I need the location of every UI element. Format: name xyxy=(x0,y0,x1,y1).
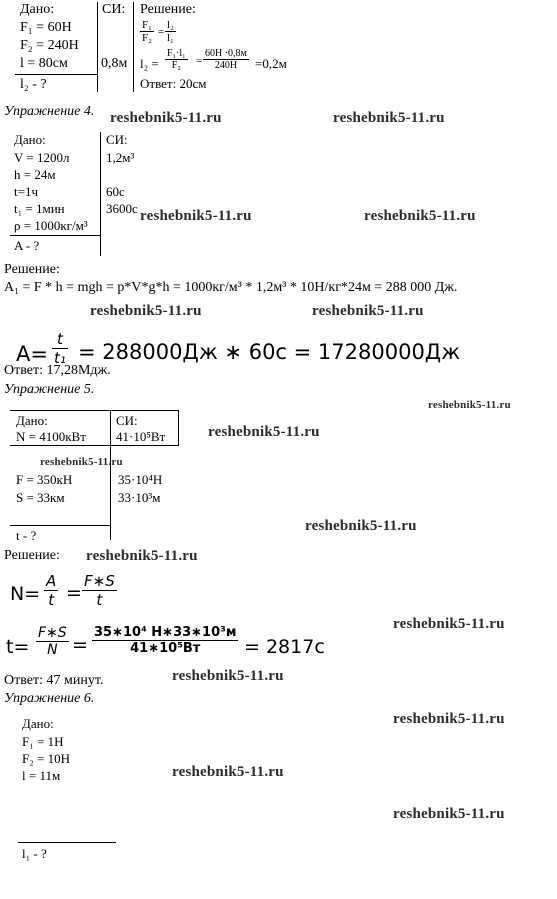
ex4-time: t=1ч xyxy=(14,184,38,199)
watermark: reshebnik5-11.ru xyxy=(172,764,284,780)
ex4-find: A - ? xyxy=(14,238,40,253)
ex5-t-den2: 41∗10⁵Вт xyxy=(130,641,201,656)
ex3-solution-label: Решение: xyxy=(140,2,196,17)
watermark: reshebnik5-11.ru xyxy=(110,110,222,126)
ex5-si-label: СИ: xyxy=(116,413,138,428)
ex6-f1: F₁ = 1Н xyxy=(22,734,64,749)
ex3-dano-label: Дано: xyxy=(20,2,55,17)
ex4-solution-label: Решение: xyxy=(4,262,60,277)
ex4-formula-num: t xyxy=(52,330,68,349)
ex4-find-rule xyxy=(10,235,100,236)
ex3-eq-sign: = xyxy=(158,26,165,38)
ex3-ratio-left-num: F₁ xyxy=(142,19,152,31)
watermark: reshebnik5-11.ru xyxy=(86,548,198,564)
ex3-result: =0,2м xyxy=(255,56,287,71)
watermark: reshebnik5-11.ru xyxy=(172,668,284,684)
ex4-time1: t₁ = 1мин xyxy=(14,201,65,216)
ex5-force: F = 350кН xyxy=(16,472,73,487)
ex3-l2-label: l₂ = xyxy=(140,56,159,71)
ex5-t-fraction-1 xyxy=(36,625,69,658)
ex6-heading: Упражнение 6. xyxy=(4,691,95,706)
ex5-solution-label: Решение: xyxy=(4,548,60,563)
ex3-l2-numeric-num: 60Н ·0,8м xyxy=(205,48,247,59)
ex5-t-label: t= xyxy=(6,636,30,658)
ex4-height: h = 24м xyxy=(14,167,56,182)
ex5-answer: Ответ: 47 минут. xyxy=(4,673,104,688)
ex4-work-line: A₁ = F * h = mgh = p*V*g*h = 1000кг/м³ * 1,2м³ * 10Н/кг*24м = 288 000 Дж. xyxy=(4,280,458,295)
ex3-length: l = 80см xyxy=(20,56,68,71)
ex5-divider xyxy=(110,410,111,540)
watermark: reshebnik5-11.ru xyxy=(140,208,252,224)
ex3-f2: F₂ = 240Н xyxy=(20,38,79,53)
watermark: reshebnik5-11.ru xyxy=(393,616,505,632)
ex5-t-num1: F∗S xyxy=(38,625,67,641)
ex4-answer: Ответ: 17,28Мдж. xyxy=(4,363,111,378)
ex3-ratio-right xyxy=(165,19,176,44)
ex4-heading: Упражнение 4. xyxy=(4,104,95,119)
ex3-find-rule xyxy=(15,74,97,75)
ex3-l2-fraction xyxy=(165,48,188,71)
watermark: reshebnik5-11.ru xyxy=(40,456,123,468)
ex5-mid-rule xyxy=(10,445,178,446)
ex6-dano-label: Дано: xyxy=(22,716,54,731)
ex4-volume-si: 1,2м³ xyxy=(106,150,135,165)
ex4-time1-si: 3600с xyxy=(106,201,138,216)
ex5-dano-label: Дано: xyxy=(16,413,48,428)
ex5-eq-sign-2: = xyxy=(72,634,88,656)
watermark: reshebnik5-11.ru xyxy=(393,711,505,727)
ex3-ratio-right-den: l₁ xyxy=(167,32,174,44)
ex3-ratio-left-den: F₂ xyxy=(142,32,152,44)
ex5-n-num1: A xyxy=(46,572,57,590)
ex5-find: t - ? xyxy=(16,528,37,543)
watermark: reshebnik5-11.ru xyxy=(90,303,202,319)
ex3-find: l₂ - ? xyxy=(20,77,47,92)
ex3-f1: F₁ = 60Н xyxy=(20,20,72,35)
ex4-formula-fraction xyxy=(52,330,68,367)
ex5-t-fraction-2 xyxy=(92,625,238,656)
ex4-dano-label: Дано: xyxy=(14,132,46,147)
ex5-n-fraction-2 xyxy=(82,572,117,609)
ex4-formula-den: t₁ xyxy=(54,349,66,367)
ex5-n-den2: t xyxy=(96,591,103,609)
ex4-formula-a: A= xyxy=(16,342,48,366)
watermark: reshebnik5-11.ru xyxy=(312,303,424,319)
watermark: reshebnik5-11.ru xyxy=(393,806,505,822)
ex3-eq-sign-2: = xyxy=(196,55,203,67)
ex3-l2-numeric xyxy=(203,48,249,71)
ex6-f2: F₂ = 10Н xyxy=(22,751,70,766)
ex5-distance: S = 33км xyxy=(16,490,65,505)
ex5-n-fraction-1 xyxy=(44,572,58,609)
ex6-find: l₁ - ? xyxy=(22,846,47,861)
ex5-power-si: 41·10⁵Вт xyxy=(116,429,166,444)
ex3-length-si: 0,8м xyxy=(101,56,128,71)
ex5-force-si: 35·10⁴Н xyxy=(118,472,163,487)
ex5-eq-sign: = xyxy=(66,582,82,604)
ex4-divider xyxy=(100,132,101,256)
watermark: reshebnik5-11.ru xyxy=(364,208,476,224)
ex5-n-num2: F∗S xyxy=(84,572,115,590)
ex5-power: N = 4100кВт xyxy=(16,429,86,444)
ex4-density: ρ = 1000кг/м³ xyxy=(14,218,88,233)
watermark: reshebnik5-11.ru xyxy=(333,110,445,126)
ex5-n-label: N= xyxy=(10,583,41,605)
ex5-distance-si: 33·10³м xyxy=(118,490,161,505)
ex4-si-label: СИ: xyxy=(106,132,128,147)
ex4-formula-rest: = 288000Дж ∗ 60с = 17280000Дж xyxy=(78,340,461,364)
ex5-top-rule xyxy=(10,410,178,411)
watermark: reshebnik5-11.ru xyxy=(208,424,320,440)
ex5-t-den1: N xyxy=(47,642,58,658)
watermark: reshebnik5-11.ru xyxy=(428,399,511,411)
ex5-n-den1: t xyxy=(48,591,55,609)
ex5-t-num2: 35∗10⁴ Н∗33∗10³м xyxy=(94,625,237,640)
ex3-l2-num: F₁·l₁ xyxy=(167,48,186,59)
ex3-ratio-left xyxy=(140,19,154,44)
ex4-time-si: 60с xyxy=(106,184,125,199)
ex5-right-edge xyxy=(178,410,179,446)
ex5-result: = 2817с xyxy=(244,636,325,658)
ex3-divider-1 xyxy=(97,2,98,92)
ex3-ratio-right-num: l₂ xyxy=(167,19,174,31)
ex3-l2-numeric-den: 240Н xyxy=(214,60,238,71)
ex6-find-rule xyxy=(18,842,116,843)
ex4-volume: V = 1200л xyxy=(14,150,70,165)
ex3-answer: Ответ: 20см xyxy=(140,76,207,91)
ex6-length: l = 11м xyxy=(22,768,61,783)
ex5-heading: Упражнение 5. xyxy=(4,382,95,397)
ex3-l2-den: F₂ xyxy=(171,60,181,71)
watermark: reshebnik5-11.ru xyxy=(305,518,417,534)
ex3-si-label: СИ: xyxy=(102,2,126,17)
ex5-find-rule xyxy=(10,525,110,526)
ex3-divider-2 xyxy=(133,2,134,92)
